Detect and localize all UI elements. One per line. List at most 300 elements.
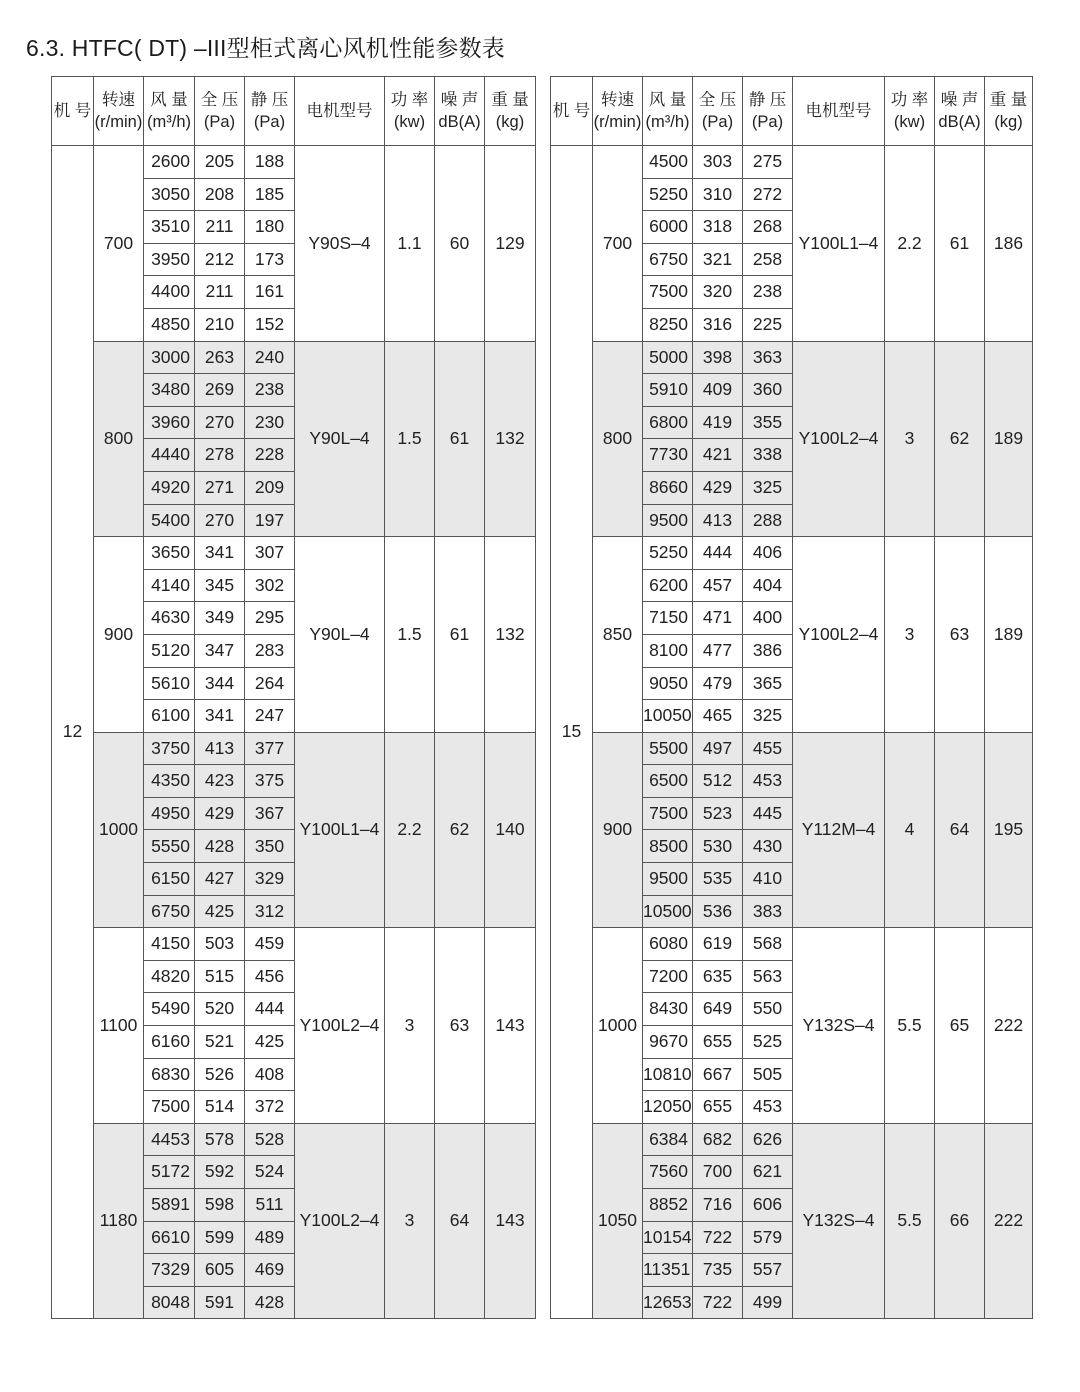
static-pressure-cell: 406: [743, 537, 793, 570]
airflow-cell: 5172: [144, 1156, 195, 1189]
noise-cell: 66: [935, 1123, 985, 1319]
speed-cell: 800: [593, 341, 643, 537]
static-pressure-cell: 338: [743, 439, 793, 472]
power-cell: 5.5: [885, 1123, 935, 1319]
total-pressure-cell: 212: [195, 243, 245, 276]
static-pressure-cell: 275: [743, 146, 793, 179]
column-header-line1: 机 号: [53, 101, 92, 120]
noise-cell: 64: [935, 732, 985, 928]
motor-model-cell: Y90L–4: [295, 537, 385, 733]
table-row: [52, 537, 536, 570]
power-cell: 4: [885, 732, 935, 928]
weight-cell: 189: [985, 537, 1033, 733]
speed-cell: 1050: [593, 1123, 643, 1319]
total-pressure-cell: 682: [693, 1123, 743, 1156]
static-pressure-cell: 230: [245, 406, 295, 439]
airflow-cell: 6500: [643, 765, 693, 798]
column-header: [985, 77, 1033, 146]
airflow-cell: 5250: [643, 178, 693, 211]
column-header: [485, 77, 536, 146]
airflow-cell: 6750: [643, 243, 693, 276]
static-pressure-cell: 225: [743, 308, 793, 341]
power-cell: 2.2: [885, 146, 935, 342]
static-pressure-cell: 606: [743, 1189, 793, 1222]
static-pressure-cell: 375: [245, 765, 295, 798]
column-header-line2: (kg): [994, 113, 1023, 131]
static-pressure-cell: 505: [743, 1058, 793, 1091]
static-pressure-cell: 499: [743, 1286, 793, 1319]
airflow-cell: 5500: [643, 732, 693, 765]
static-pressure-cell: 360: [743, 374, 793, 407]
total-pressure-cell: 318: [693, 211, 743, 244]
static-pressure-cell: 383: [743, 895, 793, 928]
airflow-cell: 7500: [643, 797, 693, 830]
total-pressure-cell: 598: [195, 1189, 245, 1222]
airflow-cell: 3650: [144, 537, 195, 570]
airflow-cell: 10050: [643, 700, 693, 733]
table-row: [551, 341, 1033, 374]
airflow-cell: 4440: [144, 439, 195, 472]
total-pressure-cell: 655: [693, 1026, 743, 1059]
total-pressure-cell: 347: [195, 634, 245, 667]
static-pressure-cell: 264: [245, 667, 295, 700]
static-pressure-cell: 350: [245, 830, 295, 863]
total-pressure-cell: 521: [195, 1026, 245, 1059]
column-header-line1: 电机型号: [805, 101, 872, 120]
column-header-line2: (kg): [495, 113, 525, 131]
model-number-cell: 12: [52, 146, 94, 1319]
table-row: [52, 732, 536, 765]
table-row: [551, 537, 1033, 570]
airflow-cell: 7200: [643, 960, 693, 993]
total-pressure-cell: 722: [693, 1286, 743, 1319]
column-header: [793, 77, 885, 146]
total-pressure-cell: 444: [693, 537, 743, 570]
column-header-line2: (Pa): [701, 113, 734, 131]
total-pressure-cell: 413: [693, 504, 743, 537]
airflow-cell: 4150: [144, 928, 195, 961]
table-row: [52, 928, 536, 961]
total-pressure-cell: 530: [693, 830, 743, 863]
static-pressure-cell: 209: [245, 471, 295, 504]
static-pressure-cell: 511: [245, 1189, 295, 1222]
model-number-cell: 15: [551, 146, 593, 1319]
motor-model-cell: Y100L1–4: [295, 732, 385, 928]
static-pressure-cell: 197: [245, 504, 295, 537]
airflow-cell: 8100: [643, 634, 693, 667]
static-pressure-cell: 258: [743, 243, 793, 276]
airflow-cell: 6160: [144, 1026, 195, 1059]
airflow-cell: 5400: [144, 504, 195, 537]
static-pressure-cell: 307: [245, 537, 295, 570]
column-header-line1: 噪 声: [940, 90, 979, 109]
airflow-cell: 7500: [144, 1091, 195, 1124]
motor-model-cell: Y112M–4: [793, 732, 885, 928]
column-header-line1: 噪 声: [440, 90, 479, 109]
total-pressure-cell: 479: [693, 667, 743, 700]
static-pressure-cell: 180: [245, 211, 295, 244]
airflow-cell: 7560: [643, 1156, 693, 1189]
static-pressure-cell: 377: [245, 732, 295, 765]
airflow-cell: 6750: [144, 895, 195, 928]
static-pressure-cell: 152: [245, 308, 295, 341]
motor-model-cell: Y100L2–4: [295, 1123, 385, 1319]
total-pressure-cell: 344: [195, 667, 245, 700]
airflow-cell: 10810: [643, 1058, 693, 1091]
airflow-cell: 7150: [643, 602, 693, 635]
airflow-cell: 4820: [144, 960, 195, 993]
power-cell: 1.1: [385, 146, 435, 342]
column-header-line1: 功 率: [390, 90, 429, 109]
noise-cell: 65: [935, 928, 985, 1124]
total-pressure-cell: 310: [693, 178, 743, 211]
airflow-cell: 10154: [643, 1221, 693, 1254]
column-header: [885, 77, 935, 146]
static-pressure-cell: 621: [743, 1156, 793, 1189]
total-pressure-cell: 413: [195, 732, 245, 765]
airflow-cell: 12653: [643, 1286, 693, 1319]
total-pressure-cell: 477: [693, 634, 743, 667]
airflow-cell: 4350: [144, 765, 195, 798]
column-header-line1: 重 量: [989, 90, 1028, 109]
noise-cell: 62: [435, 732, 485, 928]
static-pressure-cell: 455: [743, 732, 793, 765]
airflow-cell: 5000: [643, 341, 693, 374]
static-pressure-cell: 288: [743, 504, 793, 537]
static-pressure-cell: 247: [245, 700, 295, 733]
weight-cell: 143: [485, 928, 536, 1124]
static-pressure-cell: 456: [245, 960, 295, 993]
total-pressure-cell: 635: [693, 960, 743, 993]
static-pressure-cell: 295: [245, 602, 295, 635]
total-pressure-cell: 270: [195, 406, 245, 439]
total-pressure-cell: 722: [693, 1221, 743, 1254]
static-pressure-cell: 238: [743, 276, 793, 309]
total-pressure-cell: 619: [693, 928, 743, 961]
spec-table-right: [550, 76, 1033, 1319]
total-pressure-cell: 269: [195, 374, 245, 407]
column-header-line1: 重 量: [491, 90, 529, 109]
total-pressure-cell: 735: [693, 1254, 743, 1287]
static-pressure-cell: 563: [743, 960, 793, 993]
power-cell: 3: [885, 341, 935, 537]
column-header-line1: 机 号: [552, 101, 591, 120]
airflow-cell: 5120: [144, 634, 195, 667]
total-pressure-cell: 512: [693, 765, 743, 798]
airflow-cell: 3480: [144, 374, 195, 407]
total-pressure-cell: 536: [693, 895, 743, 928]
weight-cell: 186: [985, 146, 1033, 342]
column-header-line1: 电机型号: [306, 101, 373, 120]
weight-cell: 189: [985, 341, 1033, 537]
static-pressure-cell: 355: [743, 406, 793, 439]
static-pressure-cell: 489: [245, 1221, 295, 1254]
airflow-cell: 6800: [643, 406, 693, 439]
column-header: [195, 77, 245, 146]
total-pressure-cell: 526: [195, 1058, 245, 1091]
total-pressure-cell: 591: [195, 1286, 245, 1319]
column-header: [743, 77, 793, 146]
airflow-cell: 10500: [643, 895, 693, 928]
speed-cell: 800: [94, 341, 144, 537]
total-pressure-cell: 523: [693, 797, 743, 830]
static-pressure-cell: 367: [245, 797, 295, 830]
airflow-cell: 3000: [144, 341, 195, 374]
total-pressure-cell: 457: [693, 569, 743, 602]
speed-cell: 900: [593, 732, 643, 928]
airflow-cell: 6000: [643, 211, 693, 244]
airflow-cell: 8852: [643, 1189, 693, 1222]
total-pressure-cell: 316: [693, 308, 743, 341]
airflow-cell: 5250: [643, 537, 693, 570]
airflow-cell: 9670: [643, 1026, 693, 1059]
airflow-cell: 5550: [144, 830, 195, 863]
column-header-line1: 功 率: [890, 90, 929, 109]
noise-cell: 63: [435, 928, 485, 1124]
airflow-cell: 8430: [643, 993, 693, 1026]
airflow-cell: 9500: [643, 863, 693, 896]
column-header-line1: 风 量: [648, 90, 687, 109]
total-pressure-cell: 465: [693, 700, 743, 733]
total-pressure-cell: 345: [195, 569, 245, 602]
total-pressure-cell: 263: [195, 341, 245, 374]
total-pressure-cell: 649: [693, 993, 743, 1026]
column-header-line1: 转速: [102, 90, 135, 109]
airflow-cell: 4400: [144, 276, 195, 309]
airflow-cell: 4500: [643, 146, 693, 179]
motor-model-cell: Y132S–4: [793, 1123, 885, 1319]
motor-model-cell: Y90L–4: [295, 341, 385, 537]
noise-cell: 61: [435, 537, 485, 733]
airflow-cell: 12050: [643, 1091, 693, 1124]
airflow-cell: 3510: [144, 211, 195, 244]
total-pressure-cell: 208: [195, 178, 245, 211]
speed-cell: 900: [94, 537, 144, 733]
airflow-cell: 5490: [144, 993, 195, 1026]
airflow-cell: 5910: [643, 374, 693, 407]
static-pressure-cell: 302: [245, 569, 295, 602]
total-pressure-cell: 655: [693, 1091, 743, 1124]
motor-model-cell: Y100L2–4: [793, 341, 885, 537]
static-pressure-cell: 444: [245, 993, 295, 1026]
motor-model-cell: Y100L2–4: [295, 928, 385, 1124]
airflow-cell: 8048: [144, 1286, 195, 1319]
speed-cell: 700: [593, 146, 643, 342]
column-header: [94, 77, 144, 146]
airflow-cell: 8500: [643, 830, 693, 863]
static-pressure-cell: 272: [743, 178, 793, 211]
table-row: [551, 1123, 1033, 1156]
static-pressure-cell: 425: [245, 1026, 295, 1059]
airflow-cell: 4920: [144, 471, 195, 504]
total-pressure-cell: 270: [195, 504, 245, 537]
header-row: [52, 77, 536, 146]
static-pressure-cell: 386: [743, 634, 793, 667]
column-header-line1: 静 压: [748, 90, 787, 109]
column-header-line1: 风 量: [150, 90, 188, 109]
static-pressure-cell: 410: [743, 863, 793, 896]
column-header: [435, 77, 485, 146]
total-pressure-cell: 341: [195, 700, 245, 733]
total-pressure-cell: 503: [195, 928, 245, 961]
static-pressure-cell: 469: [245, 1254, 295, 1287]
motor-model-cell: Y132S–4: [793, 928, 885, 1124]
column-header-line2: (kw): [393, 113, 426, 131]
weight-cell: 132: [485, 537, 536, 733]
noise-cell: 63: [935, 537, 985, 733]
airflow-cell: 6384: [643, 1123, 693, 1156]
speed-cell: 1000: [593, 928, 643, 1124]
total-pressure-cell: 320: [693, 276, 743, 309]
total-pressure-cell: 514: [195, 1091, 245, 1124]
total-pressure-cell: 278: [195, 439, 245, 472]
airflow-cell: 11351: [643, 1254, 693, 1287]
airflow-cell: 6080: [643, 928, 693, 961]
airflow-cell: 4453: [144, 1123, 195, 1156]
airflow-cell: 2600: [144, 146, 195, 179]
total-pressure-cell: 421: [693, 439, 743, 472]
speed-cell: 700: [94, 146, 144, 342]
static-pressure-cell: 550: [743, 993, 793, 1026]
column-header: [295, 77, 385, 146]
static-pressure-cell: 325: [743, 471, 793, 504]
total-pressure-cell: 205: [195, 146, 245, 179]
airflow-cell: 3960: [144, 406, 195, 439]
column-header: [52, 77, 94, 146]
total-pressure-cell: 321: [693, 243, 743, 276]
speed-cell: 1180: [94, 1123, 144, 1319]
static-pressure-cell: 161: [245, 276, 295, 309]
weight-cell: 222: [985, 1123, 1033, 1319]
airflow-cell: 7329: [144, 1254, 195, 1287]
total-pressure-cell: 210: [195, 308, 245, 341]
header-row: [551, 77, 1033, 146]
noise-cell: 62: [935, 341, 985, 537]
noise-cell: 60: [435, 146, 485, 342]
airflow-cell: 7730: [643, 439, 693, 472]
total-pressure-cell: 211: [195, 276, 245, 309]
total-pressure-cell: 409: [693, 374, 743, 407]
airflow-cell: 4630: [144, 602, 195, 635]
total-pressure-cell: 716: [693, 1189, 743, 1222]
static-pressure-cell: 228: [245, 439, 295, 472]
column-header-line2: (r/min): [94, 113, 143, 131]
column-header-line1: 全 压: [698, 90, 737, 109]
static-pressure-cell: 453: [743, 765, 793, 798]
airflow-cell: 4140: [144, 569, 195, 602]
spec-table-left: [51, 76, 536, 1319]
airflow-cell: 6150: [144, 863, 195, 896]
column-header: [245, 77, 295, 146]
total-pressure-cell: 428: [195, 830, 245, 863]
weight-cell: 129: [485, 146, 536, 342]
noise-cell: 61: [935, 146, 985, 342]
total-pressure-cell: 427: [195, 863, 245, 896]
weight-cell: 143: [485, 1123, 536, 1319]
total-pressure-cell: 429: [195, 797, 245, 830]
static-pressure-cell: 365: [743, 667, 793, 700]
airflow-cell: 3050: [144, 178, 195, 211]
total-pressure-cell: 471: [693, 602, 743, 635]
weight-cell: 222: [985, 928, 1033, 1124]
column-header: [385, 77, 435, 146]
static-pressure-cell: 325: [743, 700, 793, 733]
total-pressure-cell: 398: [693, 341, 743, 374]
table-row: [52, 1123, 536, 1156]
airflow-cell: 5610: [144, 667, 195, 700]
airflow-cell: 6830: [144, 1058, 195, 1091]
column-header-line1: 静 压: [250, 90, 289, 109]
column-header: [551, 77, 593, 146]
table-row: [551, 146, 1033, 179]
airflow-cell: 7500: [643, 276, 693, 309]
column-header-line1: 转速: [601, 90, 634, 109]
airflow-cell: 9050: [643, 667, 693, 700]
table-row: [52, 341, 536, 374]
total-pressure-cell: 667: [693, 1058, 743, 1091]
speed-cell: 1000: [94, 732, 144, 928]
total-pressure-cell: 535: [693, 863, 743, 896]
power-cell: 2.2: [385, 732, 435, 928]
static-pressure-cell: 568: [743, 928, 793, 961]
motor-model-cell: Y90S–4: [295, 146, 385, 342]
airflow-cell: 3950: [144, 243, 195, 276]
total-pressure-cell: 423: [195, 765, 245, 798]
weight-cell: 195: [985, 732, 1033, 928]
airflow-cell: 8250: [643, 308, 693, 341]
airflow-cell: 6100: [144, 700, 195, 733]
power-cell: 3: [385, 928, 435, 1124]
motor-model-cell: Y100L2–4: [793, 537, 885, 733]
static-pressure-cell: 240: [245, 341, 295, 374]
weight-cell: 140: [485, 732, 536, 928]
motor-model-cell: Y100L1–4: [793, 146, 885, 342]
table-row: [52, 146, 536, 179]
column-header-line2: (Pa): [253, 113, 286, 131]
speed-cell: 850: [593, 537, 643, 733]
airflow-cell: 6610: [144, 1221, 195, 1254]
table-row: [551, 928, 1033, 961]
noise-cell: 64: [435, 1123, 485, 1319]
column-header-line2: dB(A): [938, 113, 981, 131]
column-header: [593, 77, 643, 146]
total-pressure-cell: 341: [195, 537, 245, 570]
total-pressure-cell: 515: [195, 960, 245, 993]
column-header-line2: (Pa): [751, 113, 784, 131]
total-pressure-cell: 700: [693, 1156, 743, 1189]
column-header: [935, 77, 985, 146]
static-pressure-cell: 626: [743, 1123, 793, 1156]
static-pressure-cell: 188: [245, 146, 295, 179]
speed-cell: 1100: [94, 928, 144, 1124]
static-pressure-cell: 400: [743, 602, 793, 635]
total-pressure-cell: 271: [195, 471, 245, 504]
static-pressure-cell: 528: [245, 1123, 295, 1156]
total-pressure-cell: 211: [195, 211, 245, 244]
static-pressure-cell: 525: [743, 1026, 793, 1059]
column-header: [643, 77, 693, 146]
page-title: 6.3. HTFC( DT) –III型柜式离心风机性能参数表: [26, 35, 505, 61]
static-pressure-cell: 557: [743, 1254, 793, 1287]
total-pressure-cell: 425: [195, 895, 245, 928]
static-pressure-cell: 283: [245, 634, 295, 667]
static-pressure-cell: 408: [245, 1058, 295, 1091]
total-pressure-cell: 605: [195, 1254, 245, 1287]
column-header-line1: 全 压: [200, 90, 239, 109]
total-pressure-cell: 578: [195, 1123, 245, 1156]
column-header-line2: dB(A): [438, 113, 481, 131]
static-pressure-cell: 363: [743, 341, 793, 374]
